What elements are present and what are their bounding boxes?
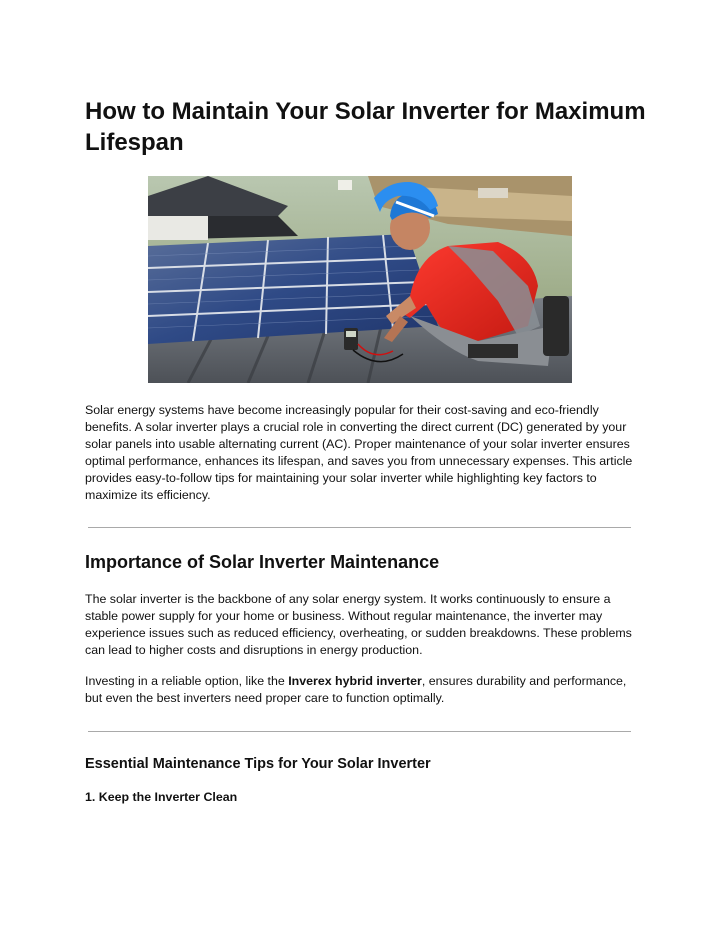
hero-image <box>148 176 572 383</box>
divider <box>88 731 631 732</box>
divider <box>88 527 631 528</box>
inverex-text-end: , ensures durability and performance, but even the best inverters need proper care to function optimally. <box>85 674 627 705</box>
article-title: How to Maintain Your Solar Inverter for Maximum Lifespan <box>85 98 646 156</box>
section-heading-tips: Essential Maintenance Tips for Your Solar Inverter <box>85 756 431 772</box>
intro-paragraph: Solar energy systems have become increasingly popular for their cost-saving and eco-friendly benefits. A solar inverter plays a crucial role in converting the direct current (DC) generated by your solar panels into usable alternating current (AC). Proper maintenance of your solar inverter ensures optimal performance, enhances its lifespan, and saves you from unnecessary expenses. This article provides easy-to-follow tips for maintaining your solar inverter while highlighting key factors to maximize its efficiency. <box>85 403 633 502</box>
importance-paragraph: The solar inverter is the backbone of any solar energy system. It works continuously to ensure a stable power supply for your home or business. Without regular maintenance, the inverter may experience issues such as reduced efficiency, overheating, or sudden breakdowns. These problems can lead to higher costs and disruptions in energy production. <box>85 592 632 657</box>
tip-heading-clean: 1. Keep the Inverter Clean <box>85 790 238 804</box>
inverex-hybrid-inverter-highlight: Inverex hybrid inverter <box>288 674 422 688</box>
section-heading-importance: Importance of Solar Inverter Maintenance <box>85 552 440 572</box>
inverex-text-start: Investing in a reliable option, like the <box>85 674 289 688</box>
inverex-paragraph <box>85 673 645 707</box>
solar-technician-photo-icon <box>148 176 572 383</box>
